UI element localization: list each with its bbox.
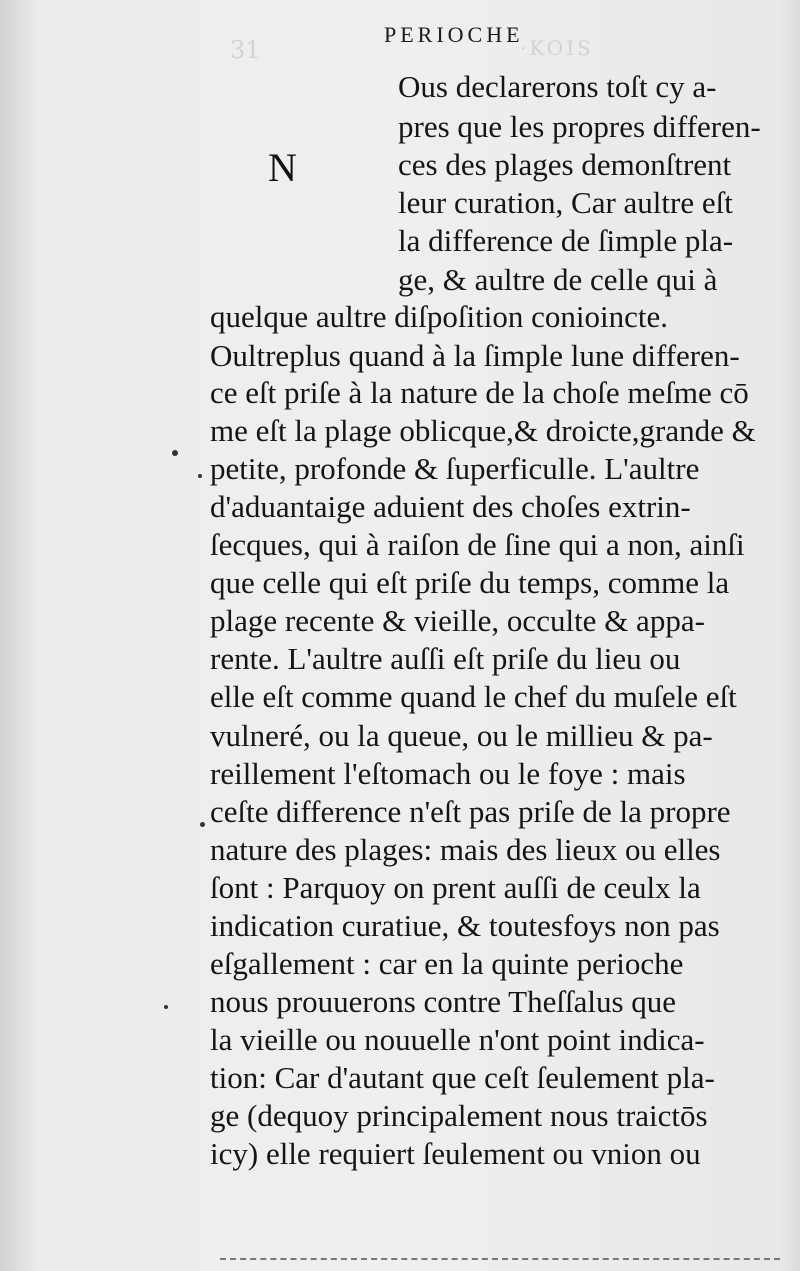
text-line: Oultreplus quand à la ſimple lune differen- [210,338,740,373]
text-line: d'aduantaige aduient des choſes extrin- [210,489,691,524]
text-line: ceſte difference n'eſt pas priſe de la propre [210,794,731,829]
text-line: nous prouuerons contre Theſſalus que [210,984,677,1019]
text-line: petite, profonde & ſuperficulle. L'aultre [210,451,700,486]
text-line: vulneré, ou la queue, ou le millieu & pa- [210,718,713,753]
text-line: icy) elle requiert ſeulement ou vnion ou [210,1136,701,1171]
text-line: leur curation, Car aultre eſt [398,185,733,220]
text-line: indication curatiue, & toutesfoys non pas [210,908,720,943]
text-line: pres que les propres differen- [398,109,761,144]
ink-speck [198,474,202,478]
text-line: elle eſt comme quand le chef du muſele eſt [210,679,737,714]
text-line: rente. L'aultre auſſi eſt priſe du lieu ou [210,641,681,676]
ink-speck [164,1005,168,1009]
text-line: que celle qui eſt priſe du temps, comme la [210,565,730,600]
text-line: eſgallement : car en la quinte perioche [210,946,684,981]
text-line: la difference de ſimple pla- [398,223,734,258]
bleed-through-heading: ·KOIS [520,36,594,60]
text-line: la vieille ou nouuelle n'ont point indica- [210,1022,705,1057]
text-line: ces des plages demonſtrent [398,147,732,182]
text-line: ſecques, qui à raiſon de ſine qui a non, ainſi [210,527,745,562]
text-line: ſont : Parquoy on prent auſſi de ceulx la [210,870,701,905]
text-line: Ous declarerons toſt cy a- [398,69,717,104]
text-line: ge, & aultre de celle qui à [398,262,718,297]
text-line: reillement l'eſtomach ou le foye : mais [210,756,686,791]
text-line: quelque aultre diſpoſition conioincte. [210,299,668,334]
text-line: me eſt la plage oblicque,& droicte,grande & [210,413,756,448]
text-line: tion: Car d'autant que ceſt ſeulement pla- [210,1060,715,1095]
bleed-through-folio: 31 [230,36,261,64]
running-head: PERIOCHE [384,22,524,47]
text-line: nature des plages: mais des lieux ou elles [210,832,721,867]
text-line: ge (dequoy principalement nous traictōs [210,1098,708,1133]
ink-speck [172,450,178,456]
text-line: plage recente & vieille, occulte & appa- [210,603,705,638]
ink-speck [200,822,205,827]
drop-initial: N [268,145,297,190]
bottom-dashed-rule [220,1258,780,1260]
text-line: ce eſt priſe à la nature de la choſe meſme cō [210,375,749,410]
